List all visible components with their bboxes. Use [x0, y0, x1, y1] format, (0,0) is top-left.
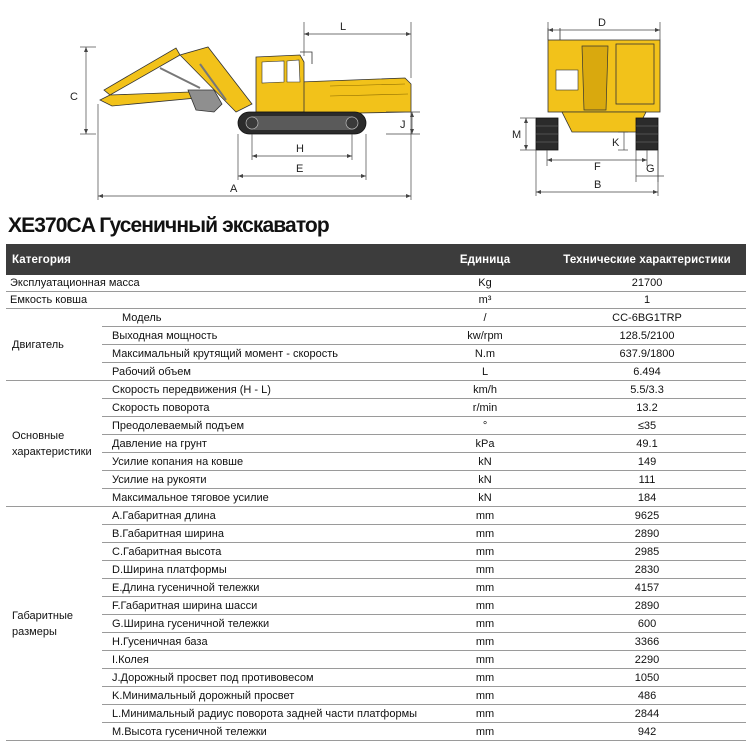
dim-label-k: K: [612, 137, 620, 149]
param-cell: I.Колея: [102, 651, 422, 669]
dim-label-a: A: [230, 183, 238, 195]
excavator-dimension-diagrams: [0, 0, 750, 210]
param-cell: D.Ширина платформы: [102, 561, 422, 579]
dim-label-b: B: [594, 179, 602, 191]
dim-label-g: G: [646, 163, 655, 175]
dim-label-f: F: [594, 161, 601, 173]
unit-cell: mm: [422, 633, 548, 651]
param-cell: A.Габаритная длина: [102, 507, 422, 525]
unit-cell: °: [422, 417, 548, 435]
unit-cell: mm: [422, 543, 548, 561]
unit-cell: km/h: [422, 381, 548, 399]
value-cell: CC-6BG1TRP: [548, 309, 746, 327]
table-row: [6, 399, 746, 417]
table-row: [6, 381, 746, 399]
value-cell: 2985: [548, 543, 746, 561]
value-cell: 4157: [548, 579, 746, 597]
param-cell: Емкость ковша: [6, 292, 422, 309]
dim-label-j: J: [400, 119, 406, 131]
table-row: [6, 615, 746, 633]
param-cell: Максимальный крутящий момент - скорость: [102, 345, 422, 363]
header-category: Категория: [6, 244, 422, 275]
unit-cell: mm: [422, 669, 548, 687]
front-view-diagram: [512, 17, 664, 196]
table-row: [6, 345, 746, 363]
dim-label-e: E: [296, 163, 304, 175]
table-row: [6, 651, 746, 669]
value-cell: 637.9/1800: [548, 345, 746, 363]
table-row: [6, 275, 746, 292]
unit-cell: r/min: [422, 399, 548, 417]
dim-label-h: H: [296, 143, 304, 155]
param-cell: F.Габаритная ширина шасси: [102, 597, 422, 615]
param-cell: E.Длина гусеничной тележки: [102, 579, 422, 597]
unit-cell: mm: [422, 507, 548, 525]
table-row: [6, 687, 746, 705]
table-row: [6, 633, 746, 651]
table-row: [6, 507, 746, 525]
table-header-row: [6, 244, 746, 275]
table-row: [6, 435, 746, 453]
table-row: [6, 309, 746, 327]
unit-cell: N.m: [422, 345, 548, 363]
table-row: [6, 723, 746, 741]
unit-cell: L: [422, 363, 548, 381]
value-cell: 2890: [548, 597, 746, 615]
table-row: [6, 292, 746, 309]
value-cell: 9625: [548, 507, 746, 525]
param-cell: Выходная мощность: [102, 327, 422, 345]
value-cell: 942: [548, 723, 746, 741]
value-cell: 3366: [548, 633, 746, 651]
table-row: [6, 561, 746, 579]
category-cell-main: Основные характеристики: [6, 381, 102, 507]
value-cell: 2844: [548, 705, 746, 723]
value-cell: 184: [548, 489, 746, 507]
param-cell: B.Габаритная ширина: [102, 525, 422, 543]
unit-cell: mm: [422, 597, 548, 615]
dim-label-c: C: [70, 91, 78, 103]
side-view-diagram: [70, 21, 420, 200]
unit-cell: mm: [422, 651, 548, 669]
unit-cell: Kg: [422, 275, 548, 292]
param-cell: Усилие на рукояти: [102, 471, 422, 489]
header-value: Технические характеристики: [548, 244, 746, 275]
value-cell: 486: [548, 687, 746, 705]
param-cell: Преодолеваемый подъем: [102, 417, 422, 435]
value-cell: 21700: [548, 275, 746, 292]
dim-label-l: L: [340, 21, 347, 33]
header-unit: Единица: [422, 244, 548, 275]
dim-label-m: M: [512, 129, 522, 141]
param-cell: Усилие копания на ковше: [102, 453, 422, 471]
table-row: [6, 471, 746, 489]
table-row: [6, 705, 746, 723]
value-cell: ≤35: [548, 417, 746, 435]
unit-cell: mm: [422, 687, 548, 705]
value-cell: 128.5/2100: [548, 327, 746, 345]
unit-cell: mm: [422, 561, 548, 579]
unit-cell: mm: [422, 723, 548, 741]
unit-cell: mm: [422, 525, 548, 543]
param-cell: Скорость поворота: [102, 399, 422, 417]
param-cell: Эксплуатационная масса: [6, 275, 422, 292]
param-cell: Давление на грунт: [102, 435, 422, 453]
value-cell: 49.1: [548, 435, 746, 453]
table-row: [6, 417, 746, 435]
value-cell: 600: [548, 615, 746, 633]
spec-table: [6, 244, 746, 741]
unit-cell: kPa: [422, 435, 548, 453]
param-cell: J.Дорожный просвет под противовесом: [102, 669, 422, 687]
param-cell: K.Минимальный дорожный просвет: [102, 687, 422, 705]
value-cell: 5.5/3.3: [548, 381, 746, 399]
table-row: [6, 543, 746, 561]
param-cell: L.Минимальный радиус поворота задней части платформы: [102, 705, 422, 723]
table-row: [6, 525, 746, 543]
value-cell: 2290: [548, 651, 746, 669]
value-cell: 2890: [548, 525, 746, 543]
table-row: [6, 669, 746, 687]
unit-cell: mm: [422, 579, 548, 597]
param-cell: C.Габаритная высота: [102, 543, 422, 561]
table-row: [6, 327, 746, 345]
value-cell: 2830: [548, 561, 746, 579]
category-cell-dimensions: Габаритные размеры: [6, 507, 102, 741]
value-cell: 6.494: [548, 363, 746, 381]
unit-cell: kw/rpm: [422, 327, 548, 345]
table-row: [6, 489, 746, 507]
unit-cell: mm: [422, 615, 548, 633]
param-cell: M.Высота гусеничной тележки: [102, 723, 422, 741]
unit-cell: m³: [422, 292, 548, 309]
unit-cell: mm: [422, 705, 548, 723]
param-cell: Рабочий объем: [102, 363, 422, 381]
table-row: [6, 363, 746, 381]
page-title: XE370CA Гусеничный экскаватор: [8, 214, 329, 237]
table-row: [6, 579, 746, 597]
value-cell: 13.2: [548, 399, 746, 417]
value-cell: 1050: [548, 669, 746, 687]
dim-label-d: D: [598, 17, 606, 29]
param-cell: G.Ширина гусеничной тележки: [102, 615, 422, 633]
unit-cell: kN: [422, 471, 548, 489]
value-cell: 111: [548, 471, 746, 489]
unit-cell: kN: [422, 453, 548, 471]
table-row: [6, 453, 746, 471]
param-cell: Модель: [102, 309, 422, 327]
category-cell-engine: Двигатель: [6, 309, 102, 381]
value-cell: 1: [548, 292, 746, 309]
param-cell: Скорость передвижения (H - L): [102, 381, 422, 399]
param-cell: Максимальное тяговое усилие: [102, 489, 422, 507]
value-cell: 149: [548, 453, 746, 471]
unit-cell: kN: [422, 489, 548, 507]
param-cell: H.Гусеничная база: [102, 633, 422, 651]
unit-cell: /: [422, 309, 548, 327]
table-row: [6, 597, 746, 615]
